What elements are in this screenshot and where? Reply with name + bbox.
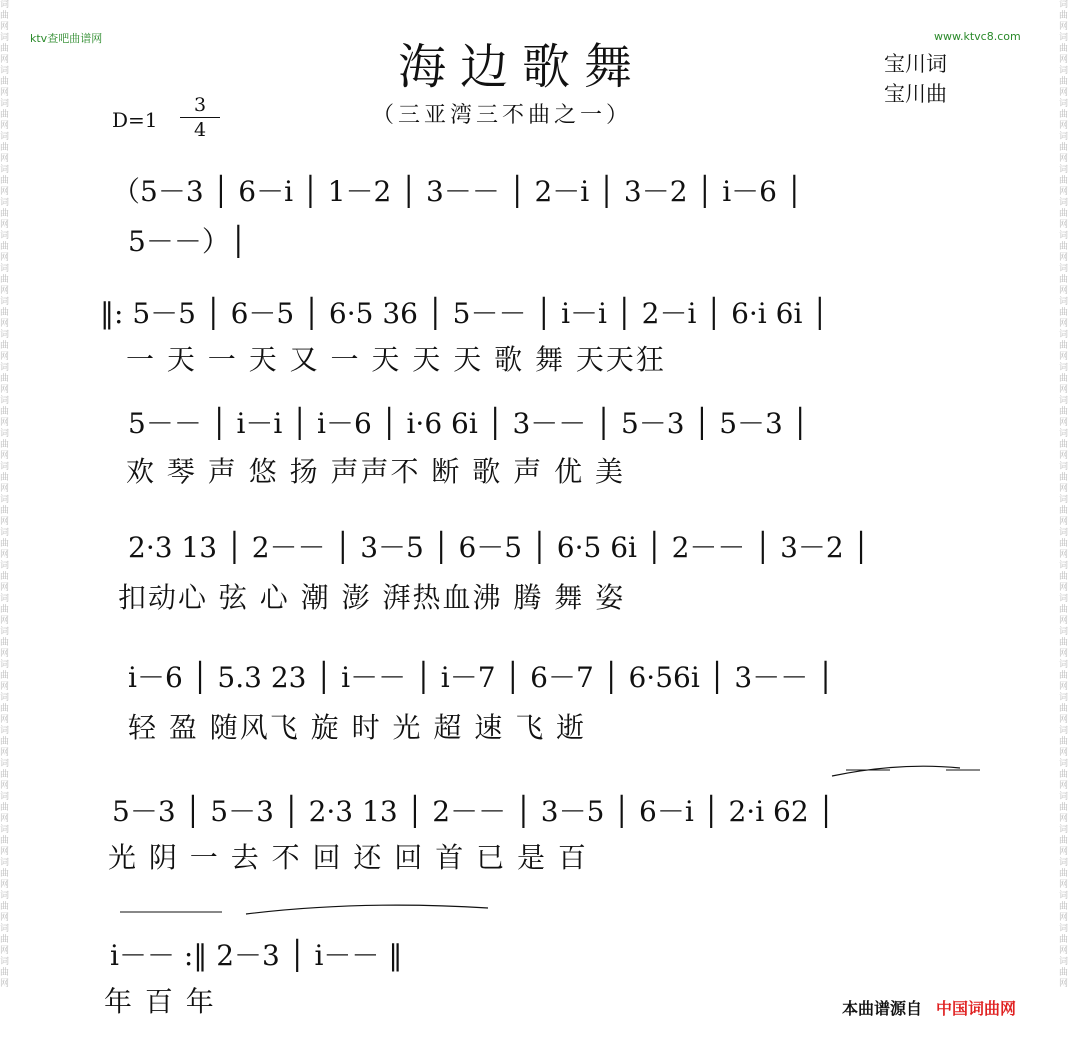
slur-line-8 — [246, 905, 488, 914]
score-line-6-notes: i－6 │ 5.3 23 │ i－－ │ i－7 │ 6－7 │ 6·56i │ 3－－ │ — [128, 661, 835, 694]
score-line-2-notes: 5－－）│ — [128, 225, 247, 258]
score-line-7-lyrics: 光 阴 一 去 不 回 还 回 首 已 是 百 — [108, 841, 588, 874]
key-signature: D=1 — [112, 108, 158, 132]
score-line-5-lyrics: 扣动心 弦 心 潮 澎 湃热血沸 腾 舞 姿 — [118, 581, 626, 614]
side-watermark-right: 词曲网词曲网词曲网词曲网词曲网词曲网词曲网词曲网词曲网词曲网词曲网词曲网词曲网词曲网词曲网词曲网词曲网词曲网词曲网词曲网词曲网词曲网词曲网词曲网词曲网词曲网词曲网词曲网词曲网词曲网 — [1059, 0, 1069, 989]
composer-credit: 宝川曲 — [884, 82, 947, 106]
site-label-left: ktv查吧曲谱网 — [30, 32, 103, 45]
time-signature-bottom: 4 — [193, 119, 207, 141]
score-line-7-notes: 5－3 │ 5－3 │ 2·3 13 │ 2－－ │ 3－5 │ 6－i │ 2·i 62 │ — [112, 795, 835, 828]
score-line-4-lyrics: 欢 琴 声 悠 扬 声声不 断 歌 声 优 美 — [126, 455, 626, 488]
score-line-8-lyrics: 年 百 年 — [104, 985, 216, 1018]
score-line-3-notes: ‖: 5－5 │ 6－5 │ 6·5 36 │ 5－－ │ i－i │ 2－i │ 6·i 6i │ — [100, 297, 829, 330]
source-label: 本曲谱源自 — [842, 999, 923, 1018]
slur-line-7 — [832, 766, 960, 776]
source-site-link[interactable]: 中国词曲网 — [936, 999, 1017, 1018]
lyricist-credit: 宝川词 — [884, 52, 947, 76]
score-line-6-lyrics: 轻 盈 随风飞 旋 时 光 超 速 飞 逝 — [128, 711, 587, 744]
song-subtitle: （三亚湾三不曲之一） — [372, 103, 633, 128]
time-signature-top: 3 — [193, 94, 207, 116]
score-line-5-notes: 2·3 13 │ 2－－ │ 3－5 │ 6－5 │ 6·5 6i │ 2－－ │ 3－2 │ — [128, 531, 870, 564]
score-line-8-notes: i－－ :‖ 2－3 │ i－－ ‖ — [110, 939, 403, 972]
site-label-right: www.ktvc8.com — [934, 30, 1021, 43]
source-credit — [842, 996, 1016, 1019]
score-line-1-notes: （5－3 │ 6－i │ 1－2 │ 3－－ │ 2－i │ 3－2 │ i－6 │ — [112, 175, 803, 208]
side-watermark-left: 词曲网词曲网词曲网词曲网词曲网词曲网词曲网词曲网词曲网词曲网词曲网词曲网词曲网词曲网词曲网词曲网词曲网词曲网词曲网词曲网词曲网词曲网词曲网词曲网词曲网词曲网词曲网词曲网词曲网词曲网 — [0, 0, 10, 989]
score-line-4-notes: 5－－ │ i－i │ i－6 │ i·6 6i │ 3－－ │ 5－3 │ 5－3 │ — [128, 407, 809, 440]
score-line-3-lyrics: 一 天 一 天 又 一 天 天 天 歌 舞 天天狂 — [126, 343, 666, 376]
song-title: 海边歌舞 — [398, 39, 647, 95]
